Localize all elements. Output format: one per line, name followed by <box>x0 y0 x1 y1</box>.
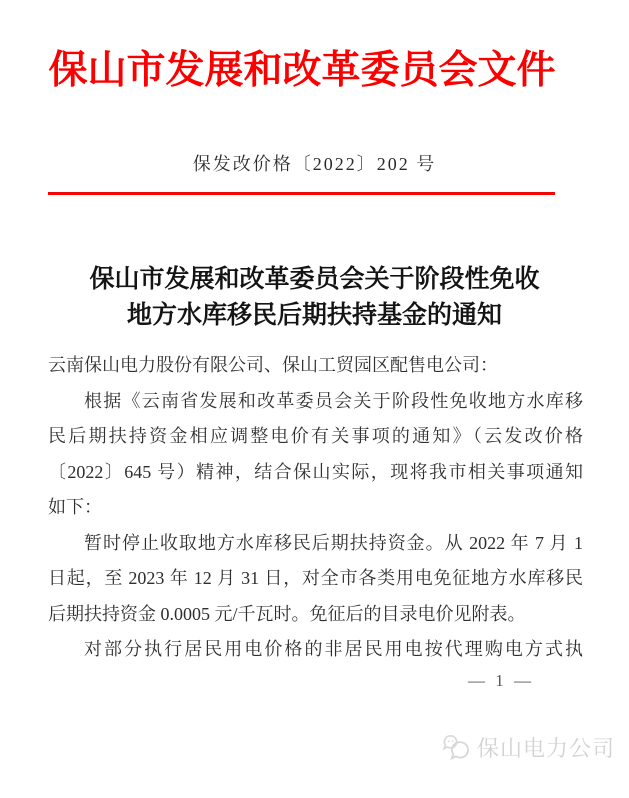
page-number: — 1 — <box>468 671 534 690</box>
body-line: 对部分执行居民用电价格的非居民用电按代理购电方式执 <box>84 639 583 659</box>
body-line: 暂时停止收取地方水库移民后期扶持资金。从 2022 年 7 月 1 <box>84 532 583 553</box>
speech-bubbles-logo-icon <box>442 733 471 762</box>
document-title-line-2: 地方水库移民后期扶持基金的通知 <box>126 302 502 329</box>
document-body <box>48 348 583 668</box>
company-watermark <box>442 732 615 763</box>
body-line: 后期扶持资金 0.0005 元/千瓦时。免征后的目录电价见附表。 <box>48 603 526 624</box>
body-line: 民后期扶持资金相应调整电价有关事项的通知》（云发改价格 <box>48 426 583 446</box>
red-divider-line <box>48 192 555 195</box>
body-line: 根据《云南省发展和改革委员会关于阶段性免收地方水库移 <box>84 390 583 411</box>
body-line: 日起，至 2023 年 12 月 31 日，对全市各类用电免征地方水库移民 <box>48 568 583 588</box>
watermark-label: 保山电力公司 <box>476 736 615 761</box>
body-line: 如下： <box>48 497 102 517</box>
document-title <box>0 262 629 334</box>
body-line: 〔2022〕645 号）精神，结合保山实际，现将我市相关事项通知 <box>48 461 583 482</box>
document-title-line-1: 保山市发展和改革委员会关于阶段性免收 <box>89 266 540 293</box>
agency-header-title: 保山市发展和改革委员会文件 <box>48 49 556 92</box>
document-reference-number: 保发改价格〔2022〕202 号 <box>192 154 437 174</box>
salutation-line: 云南保山电力股份有限公司、保山工贸园区配售电公司： <box>48 355 498 375</box>
